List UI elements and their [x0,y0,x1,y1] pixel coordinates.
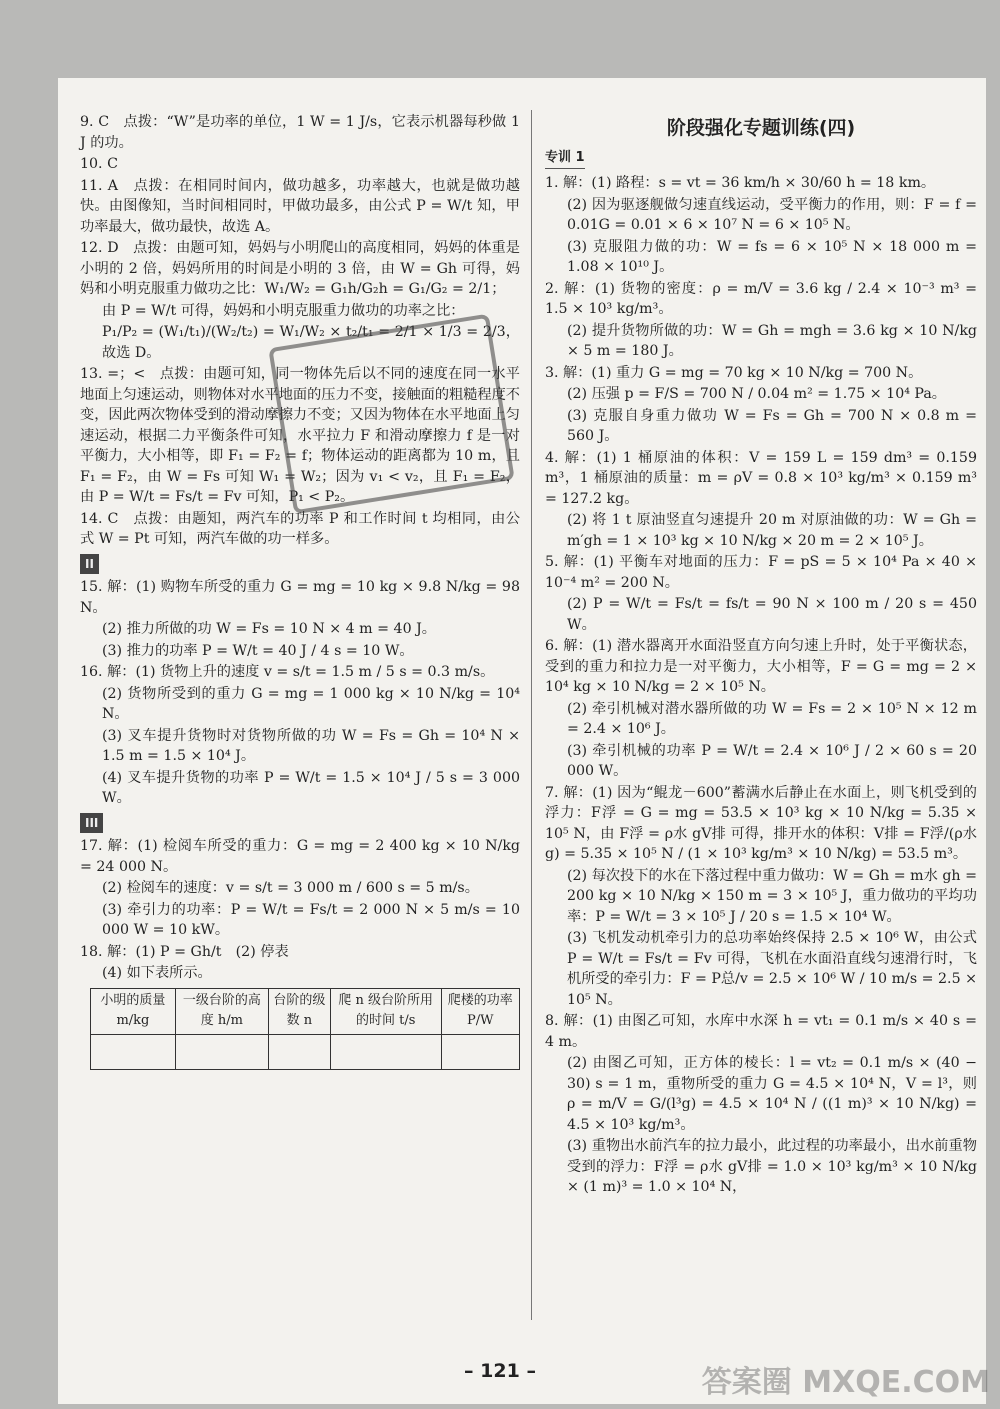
answer-17: 17. 解：(1) 检阅车所受的重力：G = mg = 2 400 kg × 10 N/kg = 24 000 N。 [80,838,520,875]
solution-6b: (2) 牵引机械对潜水器所做的功 W = Fs = 2 × 10⁵ N × 12 m = 2.4 × 10⁶ J。 [567,700,977,737]
stamp-watermark [268,314,515,515]
answer-15c: (3) 推力的功率 P = W/t = 40 J / 4 s = 10 W。 [102,642,414,659]
table-cell [441,1034,519,1069]
table-header-cell: 台阶的级数 n [268,988,330,1034]
table-cell [175,1034,268,1069]
table-cell [330,1034,441,1069]
solution-5: 5. 解：(1) 平衡车对地面的压力：F = pS = 5 × 10⁴ Pa × 40 × 10⁻⁴ m² = 200 N。 [545,554,977,591]
table-header-row [91,988,520,1034]
table-header-cell: 一级台阶的高度 h/m [175,988,268,1034]
solution-1b: (2) 因为驱逐舰做匀速直线运动，受平衡力的作用，则：F = f = 0.01G = 0.01 × 6 × 10⁷ N = 6 × 10⁵ N。 [567,196,977,233]
training-label: 专训 1 [545,148,585,170]
right-column [545,112,977,1199]
answer-12-part2: 由 P = W/t 可得，妈妈和小明克服重力做功的功率之比： [102,302,465,319]
solution-8: 8. 解：(1) 由图乙可知，水库中水深 h = vt₁ = 0.1 m/s × 40 s = 4 m。 [545,1013,977,1050]
solution-7b: (2) 每次投下的水在下落过程中重力做功：W = Gh = m水 gh = 200 kg × 10 N/kg × 150 m = 3 × 10⁵ J，重力做功的平均功率：P = W/t = 3 × 10⁵ J / 20 s = 1.5 × 10⁴ W。 [567,867,977,925]
table-header-cell: 爬楼的功率 P/W [441,988,519,1034]
solution-2b: (2) 提升货物所做的功：W = Gh = mgh = 3.6 kg × 10 N/kg × 5 m = 180 J。 [567,322,977,359]
answer-11: 11. A 点拨：在相同时间内，做功越多，功率越大，也就是做功越快。由图像知，当时间相同时，甲做功最多，由公式 P = W/t 知，甲功率最大，做功最快，故选 A。 [80,177,520,235]
solution-3c: (3) 克服自身重力做功 W = Fs = Gh = 700 N × 0.8 m = 560 J。 [567,407,977,444]
solution-6c: (3) 牵引机械的功率 P = W/t = 2.4 × 10⁶ J / 2 × 60 s = 20 000 W。 [567,742,977,779]
solution-7c: (3) 飞机发动机牵引力的总功率始终保持 2.5 × 10⁶ W，由公式 P = W/t = Fs/t = Fv 可得，飞机在水面沿直线匀速滑行时，飞机所受的牵引力：F = P总/v = 2.5 × 10⁶ W / 10 m/s = 2.5 × 10⁵ N。 [567,930,977,1008]
solution-4b: (2) 将 1 t 原油竖直匀速提升 20 m 对原油做的功：W = Gh = m′gh = 1 × 10³ kg × 10 N/kg × 20 m = 2 × 10⁵ J。 [567,512,977,549]
answer-15: 15. 解：(1) 购物车所受的重力 G = mg = 10 kg × 9.8 N/kg = 98 N。 [80,579,520,616]
table-cell [268,1034,330,1069]
solution-2: 2. 解：(1) 货物的密度：ρ = m/V = 3.6 kg / 2.4 × 10⁻³ m³ = 1.5 × 10³ kg/m³。 [545,280,977,317]
answer-18b: (4) 如下表所示。 [102,965,212,981]
left-column [80,112,520,1070]
answer-16c: (3) 叉车提升货物时对货物所做的功 W = Fs = Gh = 10⁴ N × 1.5 m = 1.5 × 10⁴ J。 [102,727,520,764]
section-title: 阶段强化专题训练(四) [666,117,856,139]
table-header-cell: 小明的质量 m/kg [91,988,176,1034]
solution-1c: (3) 克服阻力做的功：W = fs = 6 × 10⁵ N × 18 000 m = 1.08 × 10¹⁰ J。 [567,238,977,275]
solution-8c: (3) 重物出水前汽车的拉力最小，此过程的功率最小，出水前重物受到的浮力：F浮 = ρ水 gV排 = 1.0 × 10³ kg/m³ × 10 N/kg × (1 m)³ = 1.0 × 10⁴ N， [567,1138,977,1195]
answer-10: 10. C [80,156,118,172]
table-header-cell: 爬 n 级台阶所用的时间 t/s [330,988,441,1034]
answer-15b: (2) 推力所做的功 W = Fs = 10 N × 4 m = 40 J。 [102,621,436,637]
page-number: – 121 – [464,1360,536,1382]
column-divider [531,110,532,1320]
solution-7: 7. 解：(1) 因为“鲲龙－600”蓄满水后静止在水面上，则飞机受到的浮力：F浮 = G = mg = 53.5 × 10³ kg × 10 N/kg = 5.35 × 10⁵ N，由 F浮 = ρ水 gV排 可得，排开水的体积：V排 = F浮/(ρ水 g) = 5.35 × 10⁵ N / (1 × 10³ kg/m³ × 10 N/kg) = 53.5 m³。 [545,784,977,862]
answer-12-part3: P₁/P₂ = (W₁/t₁)/(W₂/t₂) = W₁/W₂ × t₂/t₁ = 2/1 × 1/3 = 2/3，故选 D。 [102,324,520,361]
section-badge-3: III [80,813,103,834]
solution-1: 1. 解：(1) 路程：s = vt = 36 km/h × 30/60 h = 18 km。 [545,175,936,191]
answer-17b: (2) 检阅车的速度：v = s/t = 3 000 m / 600 s = 5 m/s。 [102,880,479,896]
answer-16: 16. 解：(1) 货物上升的速度 v = s/t = 1.5 m / 5 s = 0.3 m/s。 [80,664,495,680]
solution-6: 6. 解：(1) 潜水器离开水面沿竖直方向匀速上升时，处于平衡状态，受到的重力和拉力是一对平衡力，大小相等，F = G = mg = 2 × 10⁴ kg × 10 N/kg = 2 × 10⁵ N。 [545,638,977,695]
solution-8b: (2) 由图乙可知，正方体的棱长：l = vt₂ = 0.1 m/s × (40 − 30) s = 1 m，重物所受的重力 G = 4.5 × 10⁴ N，V = l³，则 ρ = m/V = G/(l³g) = 4.5 × 10⁴ N / ((1 m)³ × 10 N/kg) = 4.5 × 10³ kg/m³。 [567,1055,977,1133]
table-row [91,1034,520,1069]
answer-13: 13. =；< 点拨：由题可知，同一物体先后以不同的速度在同一水平地面上匀速运动，则物体对水平地面的压力不变，接触面的粗糙程度不变，因此两次物体受到的滑动摩擦力不变；又因为物体在水平地面上匀速运动，根据二力平衡条件可知，水平拉力 F 和滑动摩擦力 f 是一对平衡力，大小相等，即 F₁ = F₂ = f；物体运动的距离都为 10 m，且 F₁ = F₂，由 W = Fs 可知 W₁ = W₂；因为 v₁ < v₂，且 F₁ = F₂，由 P = W/t = Fs/t = Fv 可知，P₁ < P₂。 [80,366,520,505]
solution-3: 3. 解：(1) 重力 G = mg = 70 kg × 10 N/kg = 700 N。 [545,364,923,381]
answer-18: 18. 解：(1) P = Gh/t (2) 停表 [80,943,289,960]
solution-4: 4. 解：(1) 1 桶原油的体积：V = 159 L = 159 dm³ = 0.159 m³，1 桶原油的质量：m = ρV = 0.8 × 10³ kg/m³ × 0.159 m³ = 127.2 kg。 [545,449,977,507]
table-cell [91,1034,176,1069]
site-watermark: 答案圈 MXQE.COM [701,1365,990,1400]
answer-14: 14. C 点拨：由题知，两汽车的功率 P 和工作时间 t 均相同，由公式 W = Pt 可知，两汽车做的功一样多。 [80,510,520,547]
answer-12: 12. D 点拨：由题可知，妈妈与小明爬山的高度相同，妈妈的体重是小明的 2 倍，妈妈所用的时间是小明的 3 倍，由 W = Gh 可得，妈妈和小明克服重力做功之比：W₁/W₂ = G₁h/G₂h = G₁/G₂ = 2/1； [80,240,520,297]
section-badge-2: II [80,554,99,575]
answer-17c: (3) 牵引力的功率：P = W/t = Fs/t = 2 000 N × 5 m/s = 10 000 W = 10 kW。 [102,901,520,938]
record-table [90,988,520,1070]
solution-3b: (2) 压强 p = F/S = 700 N / 0.04 m² = 1.75 × 10⁴ Pa。 [567,386,946,402]
answer-16d: (4) 叉车提升货物的功率 P = W/t = 1.5 × 10⁴ J / 5 s = 3 000 W。 [102,769,520,806]
answer-9: 9. C 点拨：“W”是功率的单位，1 W = 1 J/s，它表示机器每秒做 1 J 的功。 [80,114,520,151]
answer-16b: (2) 货物所受到的重力 G = mg = 1 000 kg × 10 N/kg = 10⁴ N。 [102,685,520,722]
solution-5b: (2) P = W/t = Fs/t = fs/t = 90 N × 100 m / 20 s = 450 W。 [567,596,977,633]
